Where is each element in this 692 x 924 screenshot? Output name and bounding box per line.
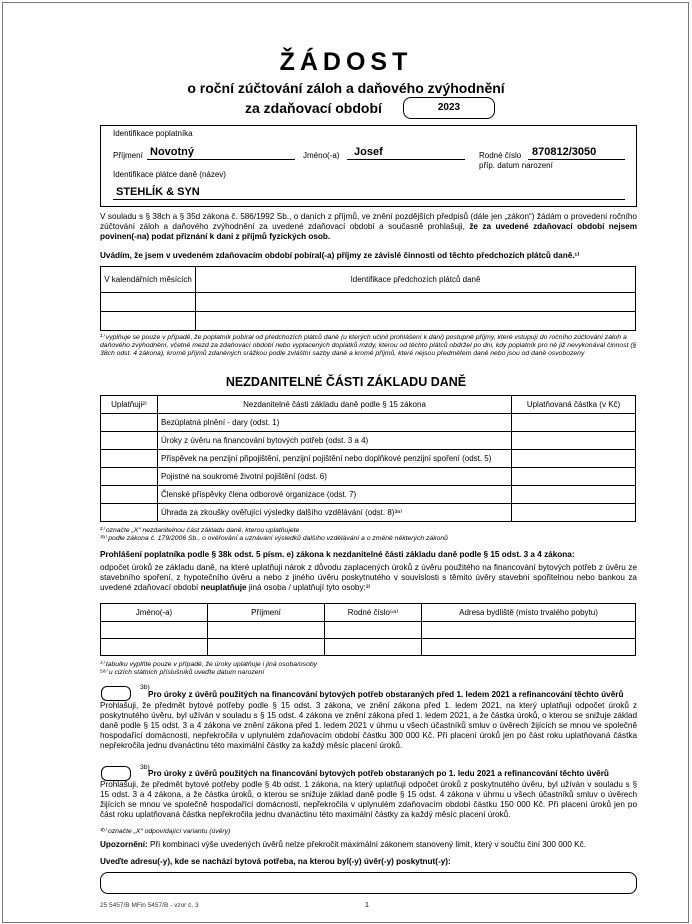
previous-payers-table xyxy=(100,266,636,331)
person-birth-cell[interactable] xyxy=(325,639,422,656)
address-request: Uveďte adresu(-y), kde se nachází bytová potřeba, na kterou byl(-y) úvěr(-y) poskytnut(-y): xyxy=(100,857,451,866)
apply-checkbox[interactable] xyxy=(101,450,158,468)
birth-number-value: 870812/3050 xyxy=(532,146,597,158)
persons-table xyxy=(100,603,636,656)
footnote-3a: ³ᵃ⁾ podle zákona č. 179/2006 Sb., o ověřování a uznávání výsledků dalšího vzdělávání a o změně některých zákonů xyxy=(100,535,448,542)
footnote-3b: ³ᵇ⁾ označte „X“ odpovídající variantu (úvěry) xyxy=(100,828,231,835)
declaration-text-bold: neuplatňuje xyxy=(200,583,247,592)
form-subtitle: o roční zúčtování záloh a daňového zvýhodnění xyxy=(187,80,505,96)
amount-cell[interactable] xyxy=(512,432,636,450)
notice-label: Upozornění: xyxy=(100,840,148,849)
footnote-2: ²⁾ označte „X“ nezdanitelnou část základu daně, kterou uplatňujete xyxy=(100,527,300,534)
item-header: Nezdanitelné části základu daně podle § 15 zákona xyxy=(158,396,512,414)
form-code: 25 5457/B MFin 5457/B - vzor č. 3 xyxy=(100,902,199,909)
person-surname-cell[interactable] xyxy=(208,639,325,656)
surname-value: Novotný xyxy=(150,146,194,158)
intro-text-bold: že za uvedené zdaňovací období nejsem povinen(-na) podat přiznání k dani z příjmů fyzických osob. xyxy=(100,222,637,241)
person-name-header: Jméno(-a) xyxy=(101,604,208,622)
form-title: ŽÁDOST xyxy=(279,48,413,76)
deductions-heading: NEZDANITELNÉ ČÁSTI ZÁKLADU DANĚ xyxy=(225,375,467,389)
months-cell[interactable] xyxy=(101,293,196,312)
deduction-item: Bezúplatná plnění - dary (odst. 1) xyxy=(158,414,512,432)
footnote-3: ³⁾ tabulku vyplňte pouze v případě, že úroky uplatňuje i jiná osoba/osoby xyxy=(100,661,318,668)
months-header: V kalendářních měsících xyxy=(101,267,196,293)
apply-checkbox[interactable] xyxy=(101,432,158,450)
declaration-paragraph xyxy=(100,563,637,593)
person-name-cell[interactable] xyxy=(101,622,208,639)
option-before-text: Prohlašuji, že předmět bytové potřeby podle § 15 odst. 3 zákona, ve znění zákona před 1. ledem 2021, na který uplatňuji odpočet úroků z poskytnutého úvěru, byl užíván v souladu s § 15 odst. 4 zákona ve znění zákona před 1. ledem 2021, a že částka úroků, o kterou se snižuje základ daně podle § 15 odst. 3 a 4 zákona ve znění zákona před 1. ledem 2021 v úhrnu u všech účastníků smluv o úvěrech žijících se mnou ve společně hospodařící domácnosti, nepřekročila v uplynulém zdaňovacím období částku 300 000 Kč. Při placení úroků jen po část roku uplatňovaná částka nepřekročila jednu dvanáctinu této maximální částky za každý měsíc placení úroků. xyxy=(100,701,637,750)
option-after-text: Prohlašuji, že předmět bytové potřeby podle § 4b odst. 1 zákona, na který uplatňuji odpočet úroků z poskytnutého úvěru, byl užíván v souladu s § 15 odst. 3 a 4 zákona, a že částka úroků, o kterou se snižuje základ daně podle § 15 odst. 4 zákona v úhrnu u všech účastníků smluv o úvěrech žijících se mnou ve společně hospodařící domácnosti, nepřekročila v uplynulém zdaňovacím období částku 150 000 Kč. Při placení úroků jen po část roku uplatňovaná částka nepřekročila jednu dvanáctinu této maximální částky za každý měsíc placení úroků. xyxy=(100,780,637,819)
income-statement: Uvádím, že jsem v uvedeném zdaňovacím období pobíral(-a) příjmy ze závislé činnosti od těchto předchozích plátců daně.¹⁾ xyxy=(100,251,580,260)
footnote-1: ¹⁾ vyplňuje se pouze v případě, že poplatník pobíral od předchozích plátců daně (u kterých učinil prohlášení k dani) postupně příjmy, které vstupují do ročního zúčtování záloh a daňového zvýhodnění, včetně mezd za zdaňovací období nebo vyplacených doplatků mzdy, kterou od těchto plátců obdržel po dni, kdy poplatník pro ně již nevykonával činnost (§ 38ch odst. 4 zákona), kromě příjmů zdaněných srážkou podle zvláštní sazby daně a kromě příjmů, které nejsou předmětem daně nebo jsou od daně osvobozeny xyxy=(100,334,637,357)
apply-checkbox[interactable] xyxy=(101,414,158,432)
intro-paragraph xyxy=(100,212,637,242)
birth-date-hint: příp. datum narození xyxy=(479,161,553,170)
property-address-field[interactable] xyxy=(100,872,637,894)
payer-cell[interactable] xyxy=(196,293,636,312)
intro-text: V souladu s § 38ch a § 35d zákona č. 586/1992 Sb., o daních z příjmů, ve znění pozdějších předpisů (dále jen „zákon“) žádám o provedení ročního zúčtování záloh a daňového zvýhodnění za uvedené zdaňovací období a současně prohlašuji, xyxy=(100,212,637,231)
declaration-text: odpočet úroků ze základu daně, na které uplatňuji nárok z důvodu zaplacených úroků z úvěru použitého na financování bytových potřeb z úvěru ze stavebního spoření, z hypotečního úvěru a nebo z jiného úvěru poskytnutého v souvislosti s těmito úvěry stavební spořitelnou nebo bankou za uvedené zdaňovací období xyxy=(100,563,637,592)
amount-cell[interactable] xyxy=(512,504,636,522)
amount-header: Uplatňovaná částka (v Kč) xyxy=(512,396,636,414)
deduction-item: Příspěvek na penzijní připojištění, penzijní pojištění nebo doplňkové penzijní spoření (odst. 5) xyxy=(158,450,512,468)
payers-header: Identifikace předchozích plátců daně xyxy=(196,267,636,293)
deduction-item: Úroky z úvěru na financování bytových potřeb (odst. 3 a 4) xyxy=(158,432,512,450)
amount-cell[interactable] xyxy=(512,468,636,486)
period-label: za zdaňovací období xyxy=(245,100,382,116)
payer-cell[interactable] xyxy=(196,312,636,331)
person-address-cell[interactable] xyxy=(422,639,636,656)
deduction-item: Úhrada za zkoušky ověřující výsledky dalšího vzdělávání (odst. 8)³ᵃ⁾ xyxy=(158,504,512,522)
name-label: Jméno(-a) xyxy=(303,151,340,160)
apply-header: Uplatňuji²⁾ xyxy=(101,396,158,414)
amount-cell[interactable] xyxy=(512,414,636,432)
birth-number-label: Rodné číslo xyxy=(479,151,522,160)
person-surname-cell[interactable] xyxy=(208,622,325,639)
notice xyxy=(100,840,637,850)
amount-cell[interactable] xyxy=(512,450,636,468)
apply-checkbox[interactable] xyxy=(101,486,158,504)
person-address-cell[interactable] xyxy=(422,622,636,639)
year-field[interactable]: 2023 xyxy=(403,97,495,119)
deductions-table xyxy=(100,395,636,522)
identification-label: Identifikace poplatníka xyxy=(113,129,193,138)
payer-label: Identifikace plátce daně (název) xyxy=(113,170,226,179)
option-before-2021-checkbox[interactable] xyxy=(101,686,131,701)
apply-checkbox[interactable] xyxy=(101,504,158,522)
months-cell[interactable] xyxy=(101,312,196,331)
apply-checkbox[interactable] xyxy=(101,468,158,486)
declaration-heading: Prohlášení poplatníka podle § 38k odst. 5 písm. e) zákona k nezdanitelné části základu daně podle § 15 odst. 3 a 4 zákona: xyxy=(100,550,575,559)
payer-value: STEHLÍK & SYN xyxy=(116,186,200,198)
person-birth-header: Rodné číslo⁵ᵃ⁾ xyxy=(325,604,422,622)
deduction-item: Členské příspěvky člena odborové organizace (odst. 7) xyxy=(158,486,512,504)
option-before-heading: Pro úroky z úvěrů použitých na financování bytových potřeb obstaraných před 1. ledem 2021 a refinancování těchto úvěrů xyxy=(148,690,624,699)
person-address-header: Adresa bydliště (místo trvalého pobytu) xyxy=(422,604,636,622)
name-value: Josef xyxy=(354,146,383,158)
surname-label: Příjmení xyxy=(113,151,143,160)
option-after-heading: Pro úroky z úvěrů použitých na financování bytových potřeb obstaraných po 1. ledu 2021 a refinancování těchto úvěrů xyxy=(148,769,609,778)
page-number: 1 xyxy=(365,902,369,909)
person-name-cell[interactable] xyxy=(101,639,208,656)
option-after-sup: 3b) xyxy=(140,764,150,771)
person-surname-header: Příjmení xyxy=(208,604,325,622)
footnote-5a: ⁵ᵃ⁾ u cizích státních příslušníků uveďte datum narození xyxy=(100,669,265,676)
deduction-item: Pojistné na soukromé životní pojištění (odst. 6) xyxy=(158,468,512,486)
amount-cell[interactable] xyxy=(512,486,636,504)
option-after-2021-checkbox[interactable] xyxy=(101,766,131,781)
option-before-sup: 3b) xyxy=(140,684,150,691)
notice-text: Při kombinaci výše uvedených úvěrů nelze překročit maximální zákonem stanovený limit, který v součtu činí 300 000 Kč. xyxy=(150,840,586,849)
person-birth-cell[interactable] xyxy=(325,622,422,639)
declaration-text-end: jiná osoba / uplatňují tyto osoby:³⁾ xyxy=(248,583,371,592)
